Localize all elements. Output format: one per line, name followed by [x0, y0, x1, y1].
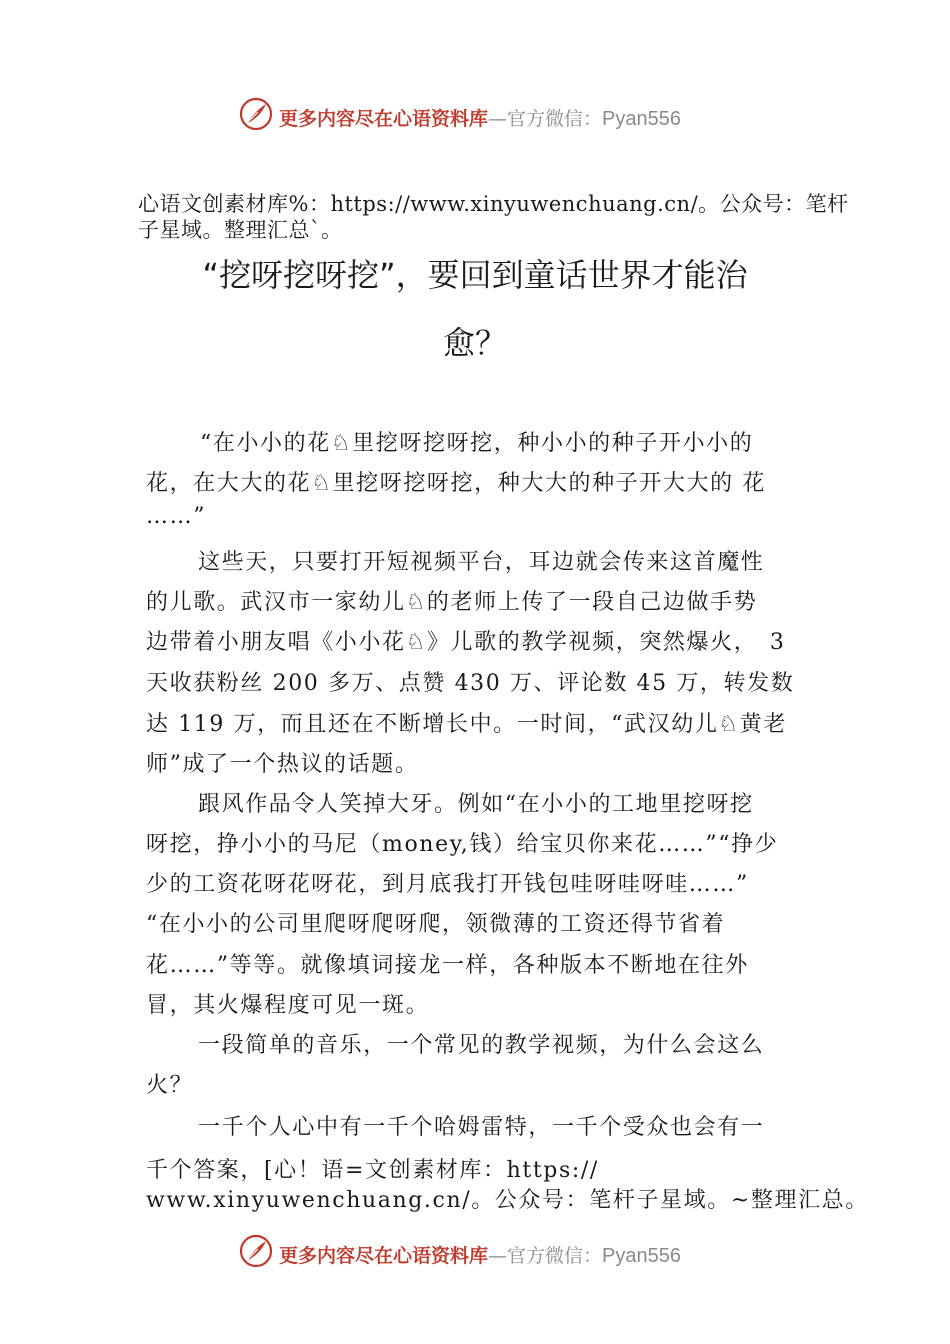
banner-dash: — — [488, 108, 508, 130]
banner-dash: — — [488, 1245, 508, 1267]
banner-text — [279, 1241, 681, 1268]
body-line: 跟风作品令人笑掉大牙。例如“在小小的工地里挖呀挖 — [198, 792, 754, 817]
body-line: ……” — [146, 504, 207, 529]
body-line: 呀挖，挣小小的马尼（money,钱）给宝贝你来花……”“挣少 — [146, 832, 779, 857]
article-title-line-1: “挖呀挖呀挖”，要回到童话世界才能治 — [202, 256, 748, 294]
body-line: 的儿歌。武汉市一家幼儿♘的老师上传了一段自己边做手势 — [146, 590, 758, 615]
body-line: 一千个人心中有一千个哈姆雷特，一千个受众也会有一 — [198, 1115, 765, 1140]
banner-library-text: 更多内容尽在心语资料库 — [279, 108, 489, 130]
banner-wechat-id: Pyan556 — [602, 108, 681, 130]
body-line: “在小小的公司里爬呀爬呀爬，领微薄的工资还得节省着 — [146, 912, 726, 937]
banner-wechat-label: 官方微信： — [507, 108, 603, 130]
body-line: 师”成了一个热议的话题。 — [146, 752, 419, 777]
banner-library-text: 更多内容尽在心语资料库 — [279, 1245, 489, 1267]
article-title-line-2: 愈？ — [442, 324, 507, 362]
body-line: 天收获粉丝 200 多万、点赞 430 万、评论数 45 万，转发数 — [146, 671, 795, 696]
header-banner — [0, 96, 950, 136]
body-line: 少的工资花呀花呀花，到月底我打开钱包哇呀哇呀哇……” — [146, 872, 749, 897]
body-line: 达 119 万，而且还在不断增长中。一时间，“武汉幼儿♘黄老 — [146, 712, 787, 737]
body-line: 一段简单的音乐，一个常见的教学视频，为什么会这么 — [198, 1033, 765, 1058]
body-line: 边带着小朋友唱《小小花♘》儿歌的教学视频，突然爆火， 3 — [146, 630, 786, 655]
body-line: 花……”等等。就像填词接龙一样，各种版本不断地在往外 — [146, 953, 749, 978]
quill-logo-icon — [238, 1233, 274, 1269]
body-line: 千个答案，[心！语=文创素材库：https:// — [146, 1158, 599, 1183]
body-line: 火？ — [146, 1073, 194, 1098]
body-line: 花，在大大的花♘里挖呀挖呀挖，种大大的种子开大大的 花 — [146, 471, 766, 496]
quill-logo-icon — [238, 96, 274, 132]
body-line: 这些天，只要打开短视频平台，耳边就会传来这首魔性 — [198, 550, 765, 575]
body-line: “在小小的花♘里挖呀挖呀挖，种小小的种子开小小的 — [200, 431, 754, 456]
footer-banner — [0, 1233, 950, 1273]
banner-text — [279, 104, 681, 131]
banner-wechat-id: Pyan556 — [602, 1245, 681, 1267]
body-line: 冒，其火爆程度可见一斑。 — [146, 993, 430, 1018]
body-line: www.xinyuwenchuang.cn/。公众号：笔杆子星域。~整理汇总。 — [146, 1188, 869, 1213]
source-note: 心语文创素材库%：https://www.xinyuwenchuang.cn/。公众号：笔杆子星域。整理汇总`。 — [138, 192, 849, 242]
banner-wechat-label: 官方微信： — [507, 1245, 603, 1267]
